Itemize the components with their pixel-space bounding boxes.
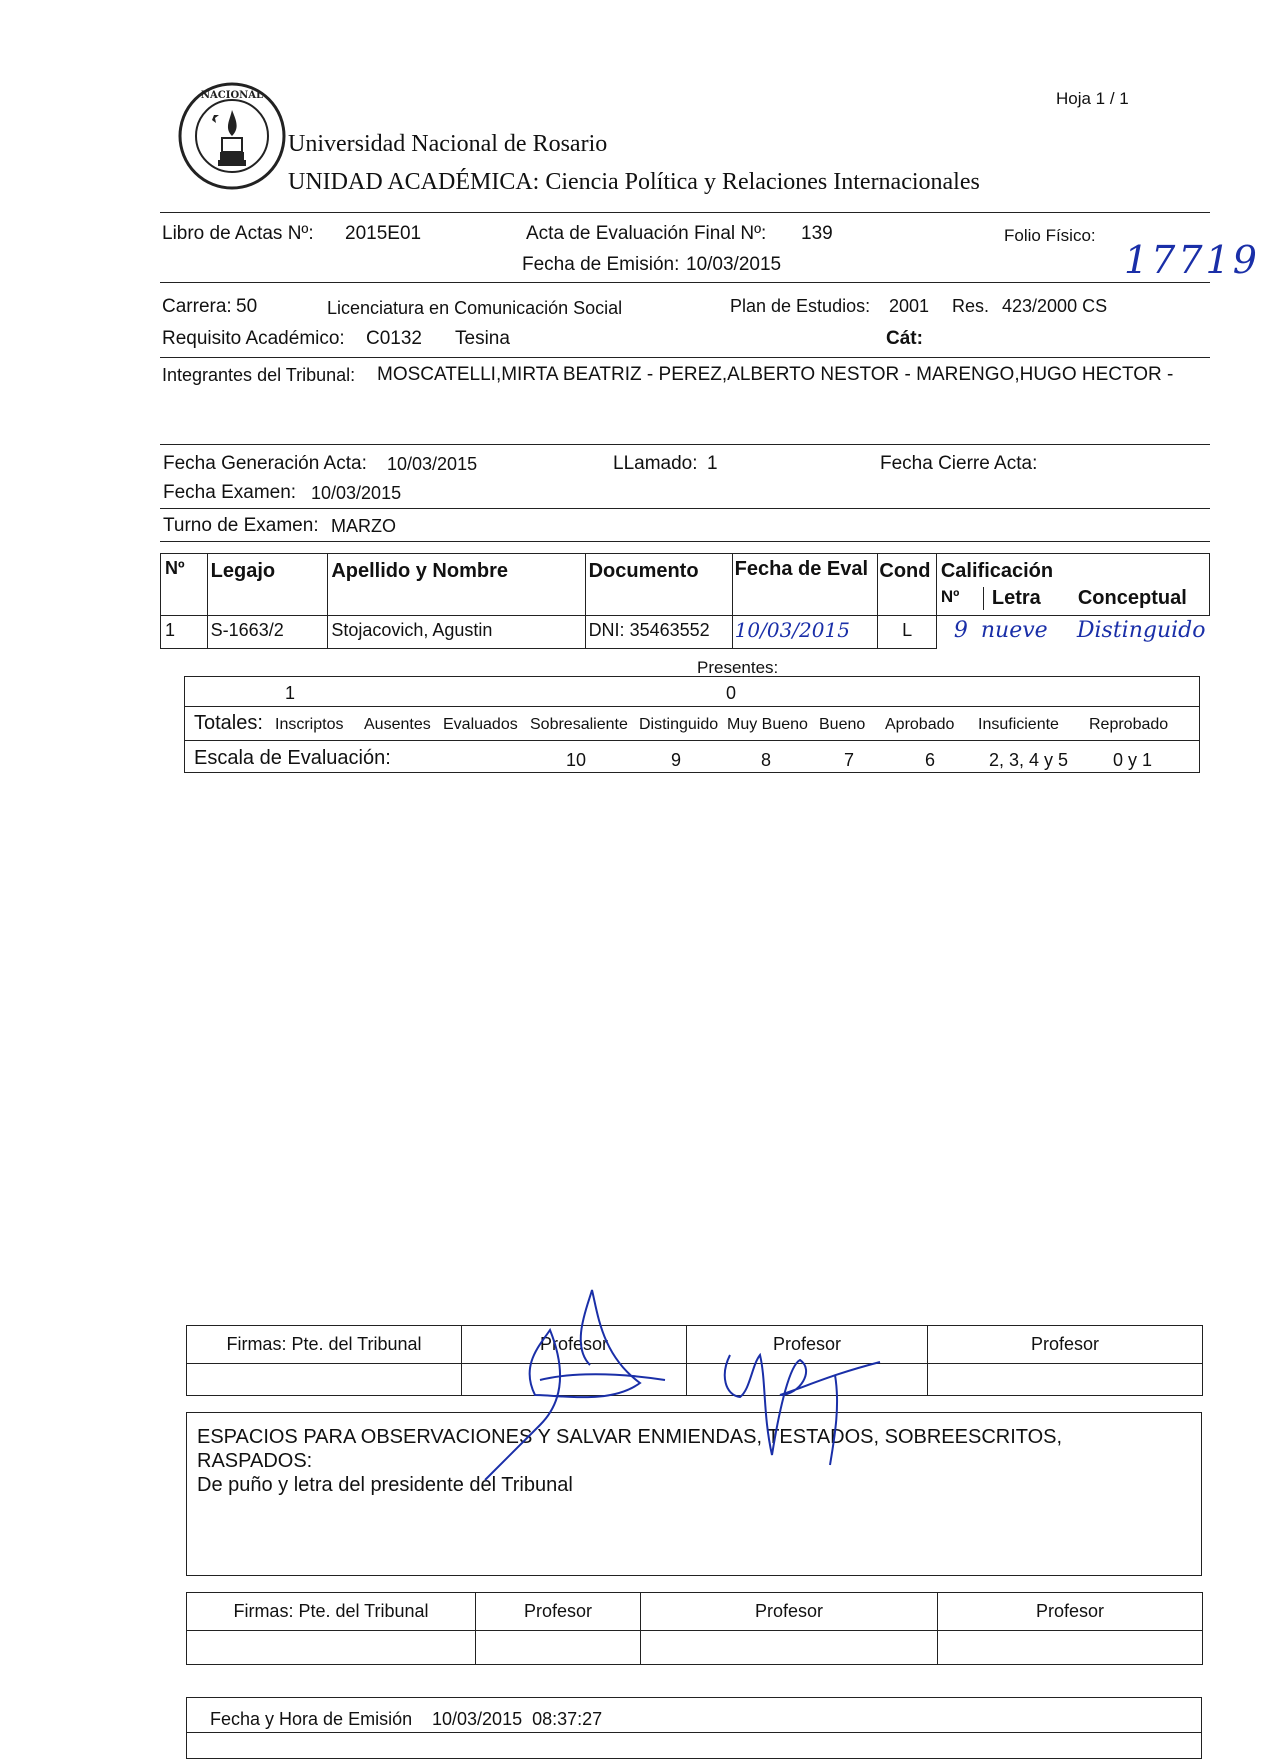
escala-aprobado: 6	[925, 750, 936, 770]
totales-col-inscriptos: Inscriptos	[275, 716, 344, 733]
escala-label: Escala de Evaluación:	[194, 747, 391, 769]
cat-label: Cát:	[886, 328, 923, 349]
escala-insuficiente: 2, 3, 4 y 5	[989, 750, 1069, 770]
firmas-2-profesor-3: Profesor	[938, 1593, 1203, 1631]
res-value: 423/2000 CS	[1002, 296, 1108, 316]
row-num: 1	[161, 616, 208, 649]
generacion-label: Fecha Generación Acta:	[163, 453, 367, 474]
llamado-label: LLamado:	[613, 453, 698, 474]
row-legajo: S-1663/2	[207, 616, 328, 649]
header-nombre: Apellido y Nombre	[328, 554, 585, 616]
footer-emision-value: 10/03/2015 08:37:27	[432, 1709, 603, 1729]
header-legajo: Legajo	[207, 554, 328, 616]
header-calificacion	[936, 554, 1209, 616]
header-rule	[160, 212, 1210, 213]
firmas-1-profesor-1: Profesor	[462, 1326, 687, 1364]
firmas-2-sign-2	[641, 1631, 938, 1665]
firmas-1-profesor-2: Profesor	[687, 1326, 928, 1364]
row-calificacion	[936, 616, 1209, 649]
presentes-label: Presentes:	[697, 658, 779, 677]
firmas-2-sign-3	[938, 1631, 1203, 1665]
university-name: Universidad Nacional de Rosario	[288, 131, 608, 157]
requisito-code: C0132	[366, 328, 422, 349]
examen-value: 10/03/2015	[311, 483, 402, 503]
rule-carrera	[160, 357, 1210, 358]
observaciones-line-1: ESPACIOS PARA OBSERVACIONES Y SALVAR ENMIENDAS, TESTADOS, SOBREESCRITOS,	[197, 1426, 1063, 1448]
acta-label: Acta de Evaluación Final Nº:	[526, 223, 767, 244]
page-indicator: Hoja 1 / 1	[1056, 89, 1129, 108]
rule-exam	[160, 508, 1210, 509]
header-cond: Cond	[878, 554, 936, 616]
turno-label: Turno de Examen:	[163, 515, 319, 536]
footer-emision-label: Fecha y Hora de Emisión	[210, 1709, 413, 1729]
header-cal-letra: Letra	[991, 587, 1041, 609]
firmas-2-header-row	[187, 1593, 1203, 1631]
firmas-1-pte: Firmas: Pte. del Tribunal	[187, 1326, 462, 1364]
header-fecha: Fecha de Eval	[732, 554, 878, 616]
row-fecha-handwritten: 10/03/2015	[732, 616, 878, 649]
row-documento: DNI: 35463552	[585, 616, 732, 649]
libro-label: Libro de Actas Nº:	[162, 223, 314, 244]
totales-col-distinguido: Distinguido	[639, 716, 719, 733]
plan-label: Plan de Estudios:	[730, 296, 871, 316]
students-table	[160, 553, 1210, 649]
escala-muy-bueno: 8	[761, 750, 772, 770]
rule-totales-bottom	[184, 740, 1200, 741]
tribunal-label: Integrantes del Tribunal:	[162, 365, 356, 385]
svg-text:NACIONAL: NACIONAL	[200, 90, 264, 101]
escala-sobresaliente: 10	[566, 750, 587, 770]
header-calificacion-title: Calificación	[940, 560, 1054, 582]
turno-value: MARZO	[331, 516, 396, 536]
firmas-table-2	[186, 1592, 1203, 1665]
folio-handwritten: 17719	[1124, 238, 1260, 282]
requisito-label: Requisito Académico:	[162, 328, 345, 349]
cierre-label: Fecha Cierre Acta:	[880, 453, 1038, 474]
escala-bueno: 7	[844, 750, 855, 770]
examen-label: Fecha Examen:	[163, 482, 297, 503]
llamado-value: 1	[707, 453, 718, 474]
generacion-value: 10/03/2015	[387, 454, 478, 474]
firmas-2-profesor-2: Profesor	[641, 1593, 938, 1631]
firmas-2-sign-pte	[187, 1631, 476, 1665]
firmas-2-profesor-1: Profesor	[476, 1593, 641, 1631]
academic-unit: UNIDAD ACADÉMICA: Ciencia Política y Relaciones Internacionales	[288, 169, 980, 195]
requisito-name: Tesina	[455, 328, 510, 349]
firmas-2-sign-row	[187, 1631, 1203, 1665]
totales-col-ausentes: Ausentes	[364, 716, 431, 733]
footer-rule	[186, 1732, 1202, 1733]
totales-label: Totales:	[194, 712, 263, 734]
university-seal	[176, 80, 288, 192]
row-nombre: Stojacovich, Agustin	[328, 616, 585, 649]
firmas-2-sign-1	[476, 1631, 641, 1665]
totales-col-insuficiente: Insuficiente	[978, 716, 1059, 733]
header-num: Nº	[161, 554, 208, 616]
libro-value: 2015E01	[345, 223, 422, 244]
header-cal-conceptual: Conceptual	[1077, 587, 1187, 609]
carrera-code: 50	[236, 296, 258, 317]
row-calificacion-inner	[937, 616, 1210, 645]
escala-distinguido: 9	[671, 750, 682, 770]
row-cal-conceptual: Distinguido	[1076, 618, 1206, 643]
totales-col-aprobado: Aprobado	[885, 716, 955, 733]
tribunal-members: MOSCATELLI,MIRTA BEATRIZ - PEREZ,ALBERTO NESTOR - MARENGO,HUGO HECTOR -	[377, 364, 1174, 385]
totales-col-reprobado: Reprobado	[1089, 716, 1169, 733]
row-cal-num: 9	[953, 618, 968, 643]
emision-value: 10/03/2015	[686, 254, 782, 275]
firmas-1-profesor-3: Profesor	[928, 1326, 1203, 1364]
table-row	[161, 616, 1210, 649]
row-cal-letra: nueve	[980, 618, 1048, 643]
observaciones-line-3: De puño y letra del presidente del Tribunal	[197, 1474, 573, 1496]
carrera-label: Carrera:	[162, 296, 232, 317]
rule-acta	[160, 282, 1210, 283]
plan-value: 2001	[889, 296, 930, 316]
signature-marks	[480, 1285, 940, 1485]
observaciones-line-2: RASPADOS:	[197, 1450, 313, 1472]
ausentes-value: 0	[726, 683, 737, 703]
totales-col-sobresaliente: Sobresaliente	[530, 716, 628, 733]
folio-label: Folio Físico:	[1004, 226, 1096, 245]
rule-totales-top	[184, 706, 1200, 707]
table-header-row	[161, 554, 1210, 616]
escala-reprobado: 0 y 1	[1113, 750, 1153, 770]
rule-turno	[160, 541, 1210, 542]
header-cal-num: Nº	[941, 587, 984, 610]
firmas-1-sign-pte	[187, 1364, 462, 1396]
rule-tribunal	[160, 444, 1210, 445]
carrera-name: Licenciatura en Comunicación Social	[327, 298, 623, 318]
inscriptos-value: 1	[285, 683, 296, 703]
totales-col-evaluados: Evaluados	[443, 716, 518, 733]
row-cond: L	[878, 616, 936, 649]
acta-value: 139	[801, 223, 833, 244]
totales-col-muy-bueno: Muy Bueno	[727, 716, 808, 733]
emision-label: Fecha de Emisión:	[522, 254, 680, 275]
res-label: Res.	[952, 296, 990, 316]
header-calificacion-sub	[937, 583, 1209, 612]
header-documento: Documento	[585, 554, 732, 616]
totales-col-bueno: Bueno	[819, 716, 866, 733]
firmas-2-pte: Firmas: Pte. del Tribunal	[187, 1593, 476, 1631]
firmas-1-sign-3	[928, 1364, 1203, 1396]
